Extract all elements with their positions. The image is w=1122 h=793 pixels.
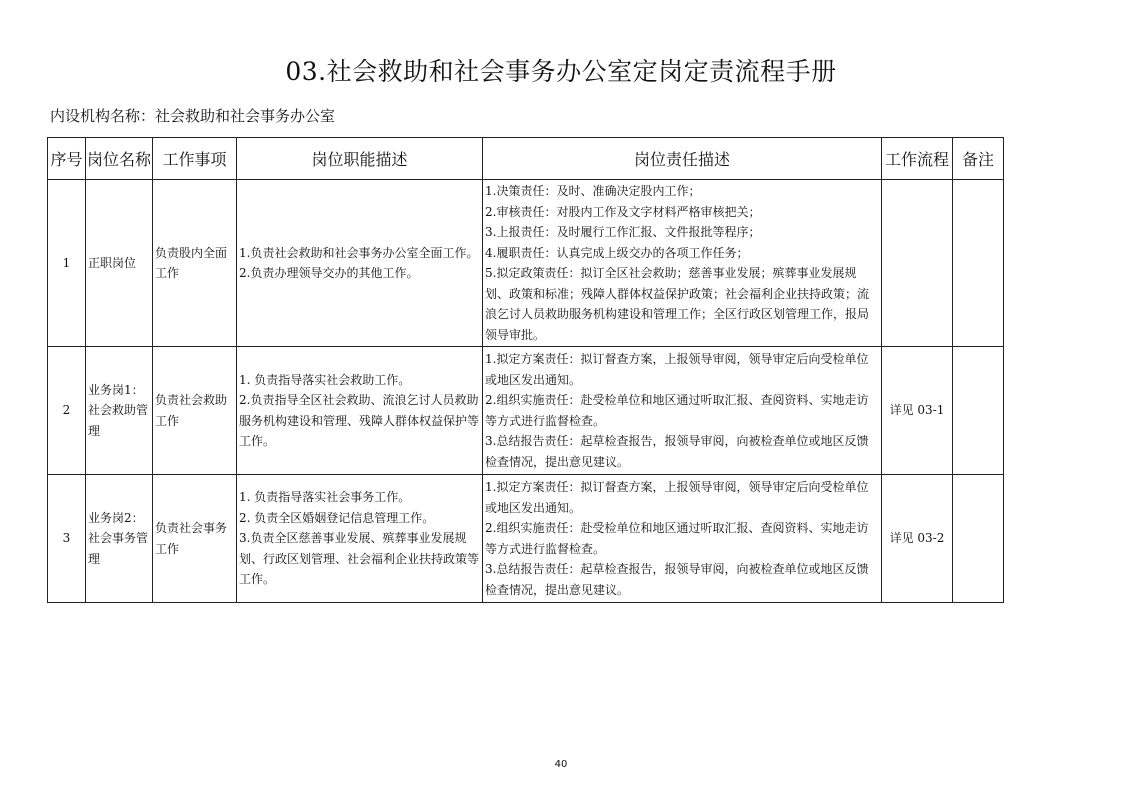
table-header-row (48, 138, 1004, 180)
header-flow: 工作流程 (882, 138, 953, 180)
duty-line: 3.上报责任：及时履行工作汇报、文件报批等程序； (485, 225, 761, 239)
duty-line: 3.总结报告责任：起草检查报告，报领导审阅，向被检查单位或地区反馈检查情况，提出意见建议。 (485, 562, 869, 597)
row-remark (953, 475, 1004, 603)
duty-line: 5.拟定政策责任：拟订全区社会救助；慈善事业发展；殡葬事业发展规划、政策和标准；残障人群体权益保护政策；社会福利企业扶持政策；流浪乞讨人员救助服务机构建设和管理工作；全区行政区划管理工作，报局领导审批。 (485, 266, 870, 342)
page-number: 40 (554, 759, 568, 770)
row-duties (483, 347, 882, 475)
duty-line: 3.总结报告责任：起草检查报告，报领导审阅，向被检查单位或地区反馈检查情况，提出意见建议。 (485, 434, 869, 469)
function-line: 1. 负责指导落实社会救助工作。 (239, 372, 411, 387)
row-remark (953, 180, 1004, 347)
row-no: 1 (48, 180, 86, 347)
table-row (48, 347, 1004, 475)
row-duties (483, 475, 882, 603)
duty-line: 1.拟定方案责任：拟订督查方案，上报领导审阅，领导审定后向受检单位或地区发出通知。 (485, 480, 869, 515)
duty-line: 2.组织实施责任：赴受检单位和地区通过听取汇报、查阅资料、实地走访等方式进行监督检查。 (485, 393, 869, 428)
duty-line: 2.组织实施责任：赴受检单位和地区通过听取汇报、查阅资料、实地走访等方式进行监督检查。 (485, 521, 869, 556)
row-no: 3 (48, 475, 86, 603)
unit-name-line: 内设机构名称：社会救助和社会事务办公室 (50, 107, 336, 125)
row-matter: 负责社会事务工作 (153, 475, 237, 603)
responsibility-table (47, 137, 1004, 603)
header-post: 岗位名称 (86, 138, 153, 180)
row-flow (882, 180, 953, 347)
row-matter: 负责股内全面工作 (153, 180, 237, 347)
row-functions (237, 475, 483, 603)
duty-line: 1.决策责任：及时、准确决定股内工作； (485, 184, 701, 198)
header-no: 序号 (48, 138, 86, 180)
row-post: 业务岗2：社会事务管理 (86, 475, 153, 603)
duty-line: 1.拟定方案责任：拟订督查方案，上报领导审阅，领导审定后向受检单位或地区发出通知。 (485, 352, 869, 387)
duty-line: 4.履职责任：认真完成上级交办的各项工作任务； (485, 245, 749, 260)
row-no: 2 (48, 347, 86, 475)
row-remark (953, 347, 1004, 475)
row-flow: 详见 03-1 (882, 347, 953, 475)
duty-line: 2.审核责任：对股内工作及文字材料严格审核把关； (485, 204, 761, 219)
function-line: 1.负责社会救助和社会事务办公室全面工作。 (239, 245, 479, 260)
header-duties: 岗位责任描述 (483, 138, 882, 180)
row-functions (237, 180, 483, 347)
table-row (48, 180, 1004, 347)
page-title: 03.社会救助和社会事务办公室定岗定责流程手册 (285, 57, 837, 86)
function-line: 2.负责指导全区社会救助、流浪乞讨人员救助服务机构建设和管理、残障人群体权益保护等工作。 (239, 393, 480, 448)
row-matter: 负责社会救助工作 (153, 347, 237, 475)
row-post: 业务岗1：社会救助管理 (86, 347, 153, 475)
row-post: 正职岗位 (86, 180, 153, 347)
row-flow: 详见 03-2 (882, 475, 953, 603)
function-line: 2.负责办理领导交办的其他工作。 (239, 266, 419, 280)
table-row (48, 475, 1004, 603)
function-line: 2. 负责全区婚姻登记信息管理工作。 (239, 510, 435, 525)
row-duties (483, 180, 882, 347)
function-line: 1. 负责指导落实社会事务工作。 (239, 490, 411, 505)
header-remark: 备注 (953, 138, 1004, 180)
row-functions (237, 347, 483, 475)
header-functions: 岗位职能描述 (237, 138, 483, 180)
header-matter: 工作事项 (153, 138, 237, 180)
function-line: 3.负责全区慈善事业发展、殡葬事业发展规划、行政区划管理、社会福利企业扶持政策等工作。 (239, 531, 480, 587)
